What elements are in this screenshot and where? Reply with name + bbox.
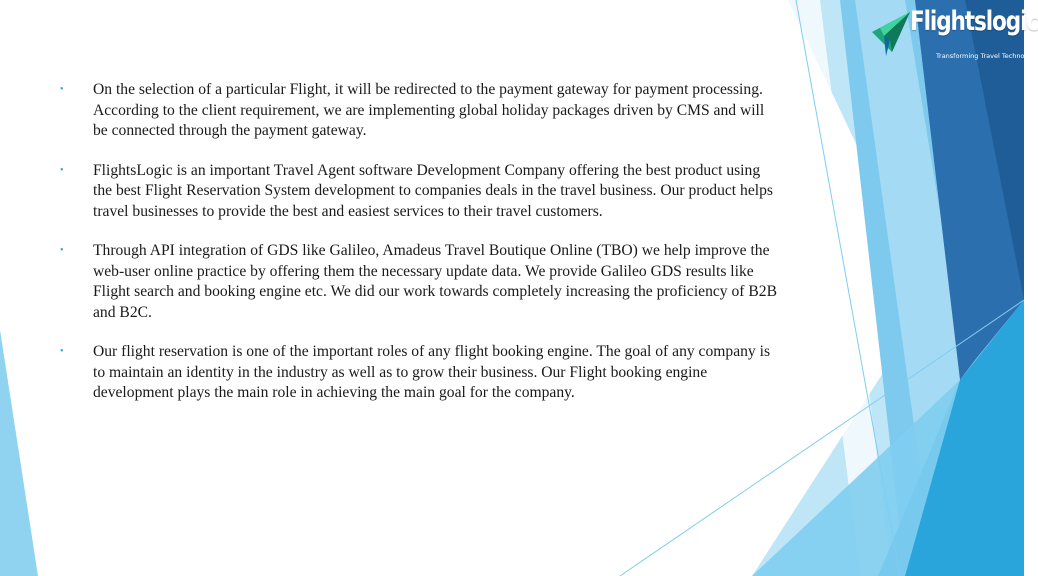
bullet-list [60, 80, 780, 423]
bullet-dot-icon: • [60, 346, 64, 357]
bullet-text: Our flight reservation is one of the important roles of any flight booking engine. The goal of any company is to maintain an identity in the industry as well as to grow their business. Our Flight booking engine development plays the main role in achieving the main goal for the company. [93, 343, 771, 401]
brand-logo[interactable] [870, 6, 1038, 64]
bullet-text: On the selection of a particular Flight, it will be redirected to the payment gateway for payment processing. According to the client requirement, we are implementing global holiday packages driven by CMS and will be connected through the payment gateway. [93, 81, 765, 139]
bullet-text: Through API integration of GDS like Galileo, Amadeus Travel Boutique Online (TBO) we help improve the web-user online practice by offering them the necessary update data. We provide Galileo GDS results like Flight search and booking engine etc. We did our work towards completely increasing the proficiency of B2B and B2C. [93, 242, 777, 321]
bullet-dot-icon: • [60, 84, 64, 95]
list-item [60, 241, 780, 323]
left-edge-facet [0, 330, 38, 576]
paper-plane-icon [870, 6, 912, 58]
bullet-text: FlightsLogic is an important Travel Agent software Development Company offering the best product using the best Flight Reservation System development to companies deals in the travel business. Our product helps travel businesses to provide the best and easiest services to their travel customers. [93, 161, 773, 220]
brand-tagline: Transforming Travel Technology [936, 52, 1038, 60]
list-item [60, 342, 780, 404]
brand-name: Flightslogic [910, 6, 1038, 37]
bullet-dot-icon: • [60, 245, 64, 256]
list-item [60, 80, 780, 142]
list-item [60, 161, 780, 223]
bullet-dot-icon: • [60, 164, 64, 176]
